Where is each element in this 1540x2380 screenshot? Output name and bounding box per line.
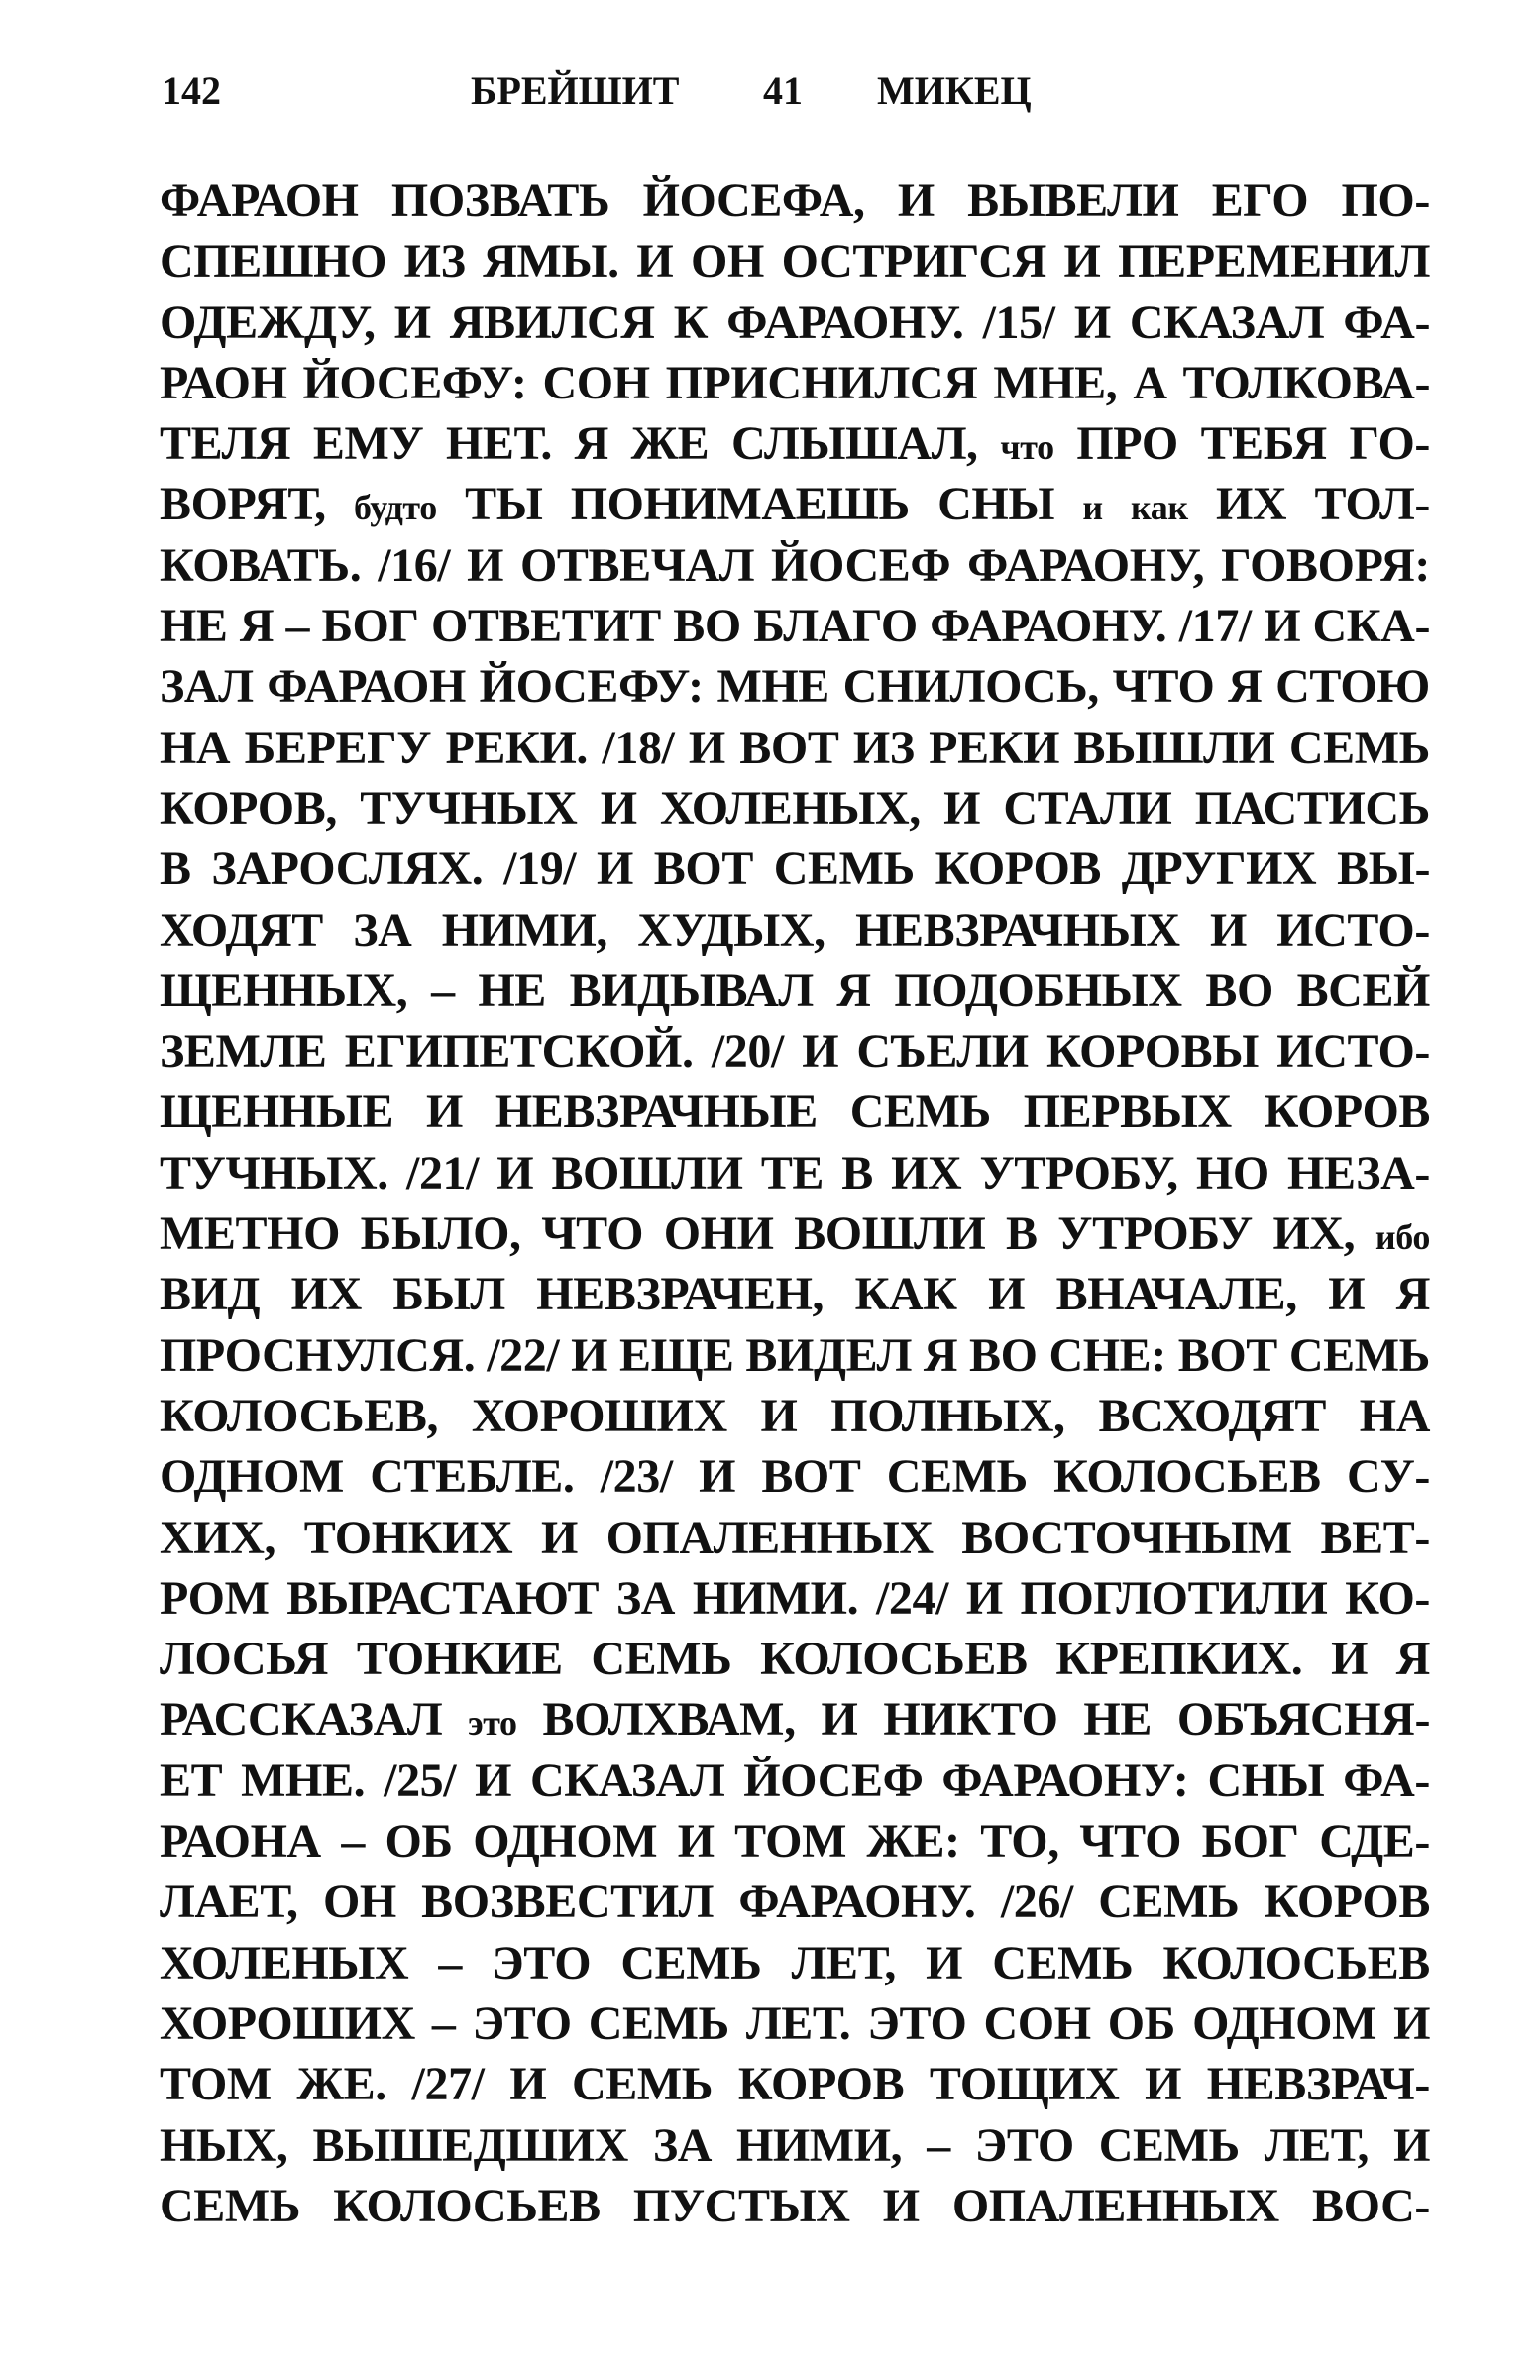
text-line: НА БЕРЕГУ РЕКИ. /18/ И ВОТ ИЗ РЕКИ ВЫШЛИ СЕМЬ [160, 721, 1430, 774]
running-header [0, 61, 1540, 121]
text-line: ФАРАОН ПОЗВАТЬ ЙОСЕФА, И ВЫВЕЛИ ЕГО ПО- [160, 174, 1430, 227]
chapter-number: 41 [763, 68, 803, 113]
text-line: ЛОСЬЯ ТОНКИЕ СЕМЬ КОЛОСЬЕВ КРЕПКИХ. И Я [160, 1633, 1430, 1686]
text-line: ЩЕННЫЕ И НЕВЗРАЧНЫЕ СЕМЬ ПЕРВЫХ КОРОВ [160, 1085, 1431, 1139]
text-line: ХОЛЕНЫХ – ЭТО СЕМЬ ЛЕТ, И СЕМЬ КОЛОСЬЕВ [160, 1936, 1430, 1989]
book-title: БРЕЙШИТ [471, 68, 680, 113]
text-line: КОЛОСЬЕВ, ХОРОШИХ И ПОЛНЫХ, ВСХОДЯТ НА [160, 1389, 1430, 1442]
text-line: НЕ Я – БОГ ОТВЕТИТ ВО БЛАГО ФАРАОНУ. /17/ И СКА- [160, 600, 1431, 653]
text-line: ТЕЛЯ ЕМУ НЕТ. Я ЖЕ СЛЫШАЛ, что ПРО ТЕБЯ ГО- [160, 417, 1430, 471]
text-line: ХИХ, ТОНКИХ И ОПАЛЕННЫХ ВОСТОЧНЫМ ВЕТ- [160, 1511, 1430, 1564]
portion-title: МИКЕЦ [877, 68, 1032, 113]
text-line: ХОРОШИХ – ЭТО СЕМЬ ЛЕТ. ЭТО СОН ОБ ОДНОМ И [160, 1996, 1431, 2050]
text-line: ВОРЯТ, будто ТЫ ПОНИМАЕШЬ СНЫ и как ИХ ТОЛ- [160, 478, 1430, 531]
text-line: ВИД ИХ БЫЛ НЕВЗРАЧЕН, КАК И ВНАЧАЛЕ, И Я [160, 1268, 1430, 1321]
text-line: КОВАТЬ. /16/ И ОТВЕЧАЛ ЙОСЕФ ФАРАОНУ, ГОВОРЯ: [160, 538, 1430, 592]
text-line: НЫХ, ВЫШЕДШИХ ЗА НИМИ, – ЭТО СЕМЬ ЛЕТ, И [160, 2118, 1431, 2172]
text-line: ТУЧНЫХ. /21/ И ВОШЛИ ТЕ В ИХ УТРОБУ, НО НЕЗА- [160, 1146, 1430, 1199]
text-line: РОМ ВЫРАСТАЮТ ЗА НИМИ. /24/ И ПОГЛОТИЛИ КО- [160, 1571, 1430, 1625]
text-line: РАОНА – ОБ ОДНОМ И ТОМ ЖЕ: ТО, ЧТО БОГ СДЕ- [160, 1815, 1430, 1869]
text-line: ЕТ МНЕ. /25/ И СКАЗАЛ ЙОСЕФ ФАРАОНУ: СНЫ ФА- [160, 1754, 1430, 1807]
text-line: РАОН ЙОСЕФУ: СОН ПРИСНИЛСЯ МНЕ, А ТОЛКОВА- [160, 356, 1431, 409]
text-line: ТОМ ЖЕ. /27/ И СЕМЬ КОРОВ ТОЩИХ И НЕВЗРАЧ- [160, 2058, 1430, 2111]
text-line: ЛАЕТ, ОН ВОЗВЕСТИЛ ФАРАОНУ. /26/ СЕМЬ КОРОВ [160, 1875, 1430, 1929]
text-line: ЗЕМЛЕ ЕГИПЕТСКОЙ. /20/ И СЪЕЛИ КОРОВЫ ИСТО- [160, 1025, 1431, 1078]
text-line: СПЕШНО ИЗ ЯМЫ. И ОН ОСТРИГСЯ И ПЕРЕМЕНИЛ [160, 235, 1430, 288]
body-text [160, 170, 1430, 2236]
text-line: ПРОСНУЛСЯ. /22/ И ЕЩЕ ВИДЕЛ Я ВО СНЕ: ВОТ СЕМЬ [160, 1328, 1430, 1382]
text-line: ОДЕЖДУ, И ЯВИЛСЯ К ФАРАОНУ. /15/ И СКАЗАЛ ФА- [160, 295, 1431, 349]
text-line: РАССКАЗАЛ это ВОЛХВАМ, И НИКТО НЕ ОБЪЯСНЯ- [160, 1693, 1431, 1747]
text-line: КОРОВ, ТУЧНЫХ И ХОЛЕНЫХ, И СТАЛИ ПАСТИСЬ [160, 781, 1430, 835]
page-number: 142 [162, 68, 221, 113]
text-line: ОДНОМ СТЕБЛЕ. /23/ И ВОТ СЕМЬ КОЛОСЬЕВ СУ- [160, 1450, 1430, 1504]
text-line: ЩЕННЫХ, – НЕ ВИДЫВАЛ Я ПОДОБНЫХ ВО ВСЕЙ [160, 963, 1430, 1017]
text-line: ХОДЯТ ЗА НИМИ, ХУДЫХ, НЕВЗРАЧНЫХ И ИСТО- [160, 903, 1430, 957]
text-line: В ЗАРОСЛЯХ. /19/ И ВОТ СЕМЬ КОРОВ ДРУГИХ ВЫ- [160, 843, 1431, 896]
text-line: СЕМЬ КОЛОСЬЕВ ПУСТЫХ И ОПАЛЕННЫХ ВОС- [160, 2179, 1430, 2232]
text-line: ЗАЛ ФАРАОН ЙОСЕФУ: МНЕ СНИЛОСЬ, ЧТО Я СТОЮ [160, 660, 1430, 714]
text-line: МЕТНО БЫЛО, ЧТО ОНИ ВОШЛИ В УТРОБУ ИХ, ибо [160, 1207, 1430, 1261]
